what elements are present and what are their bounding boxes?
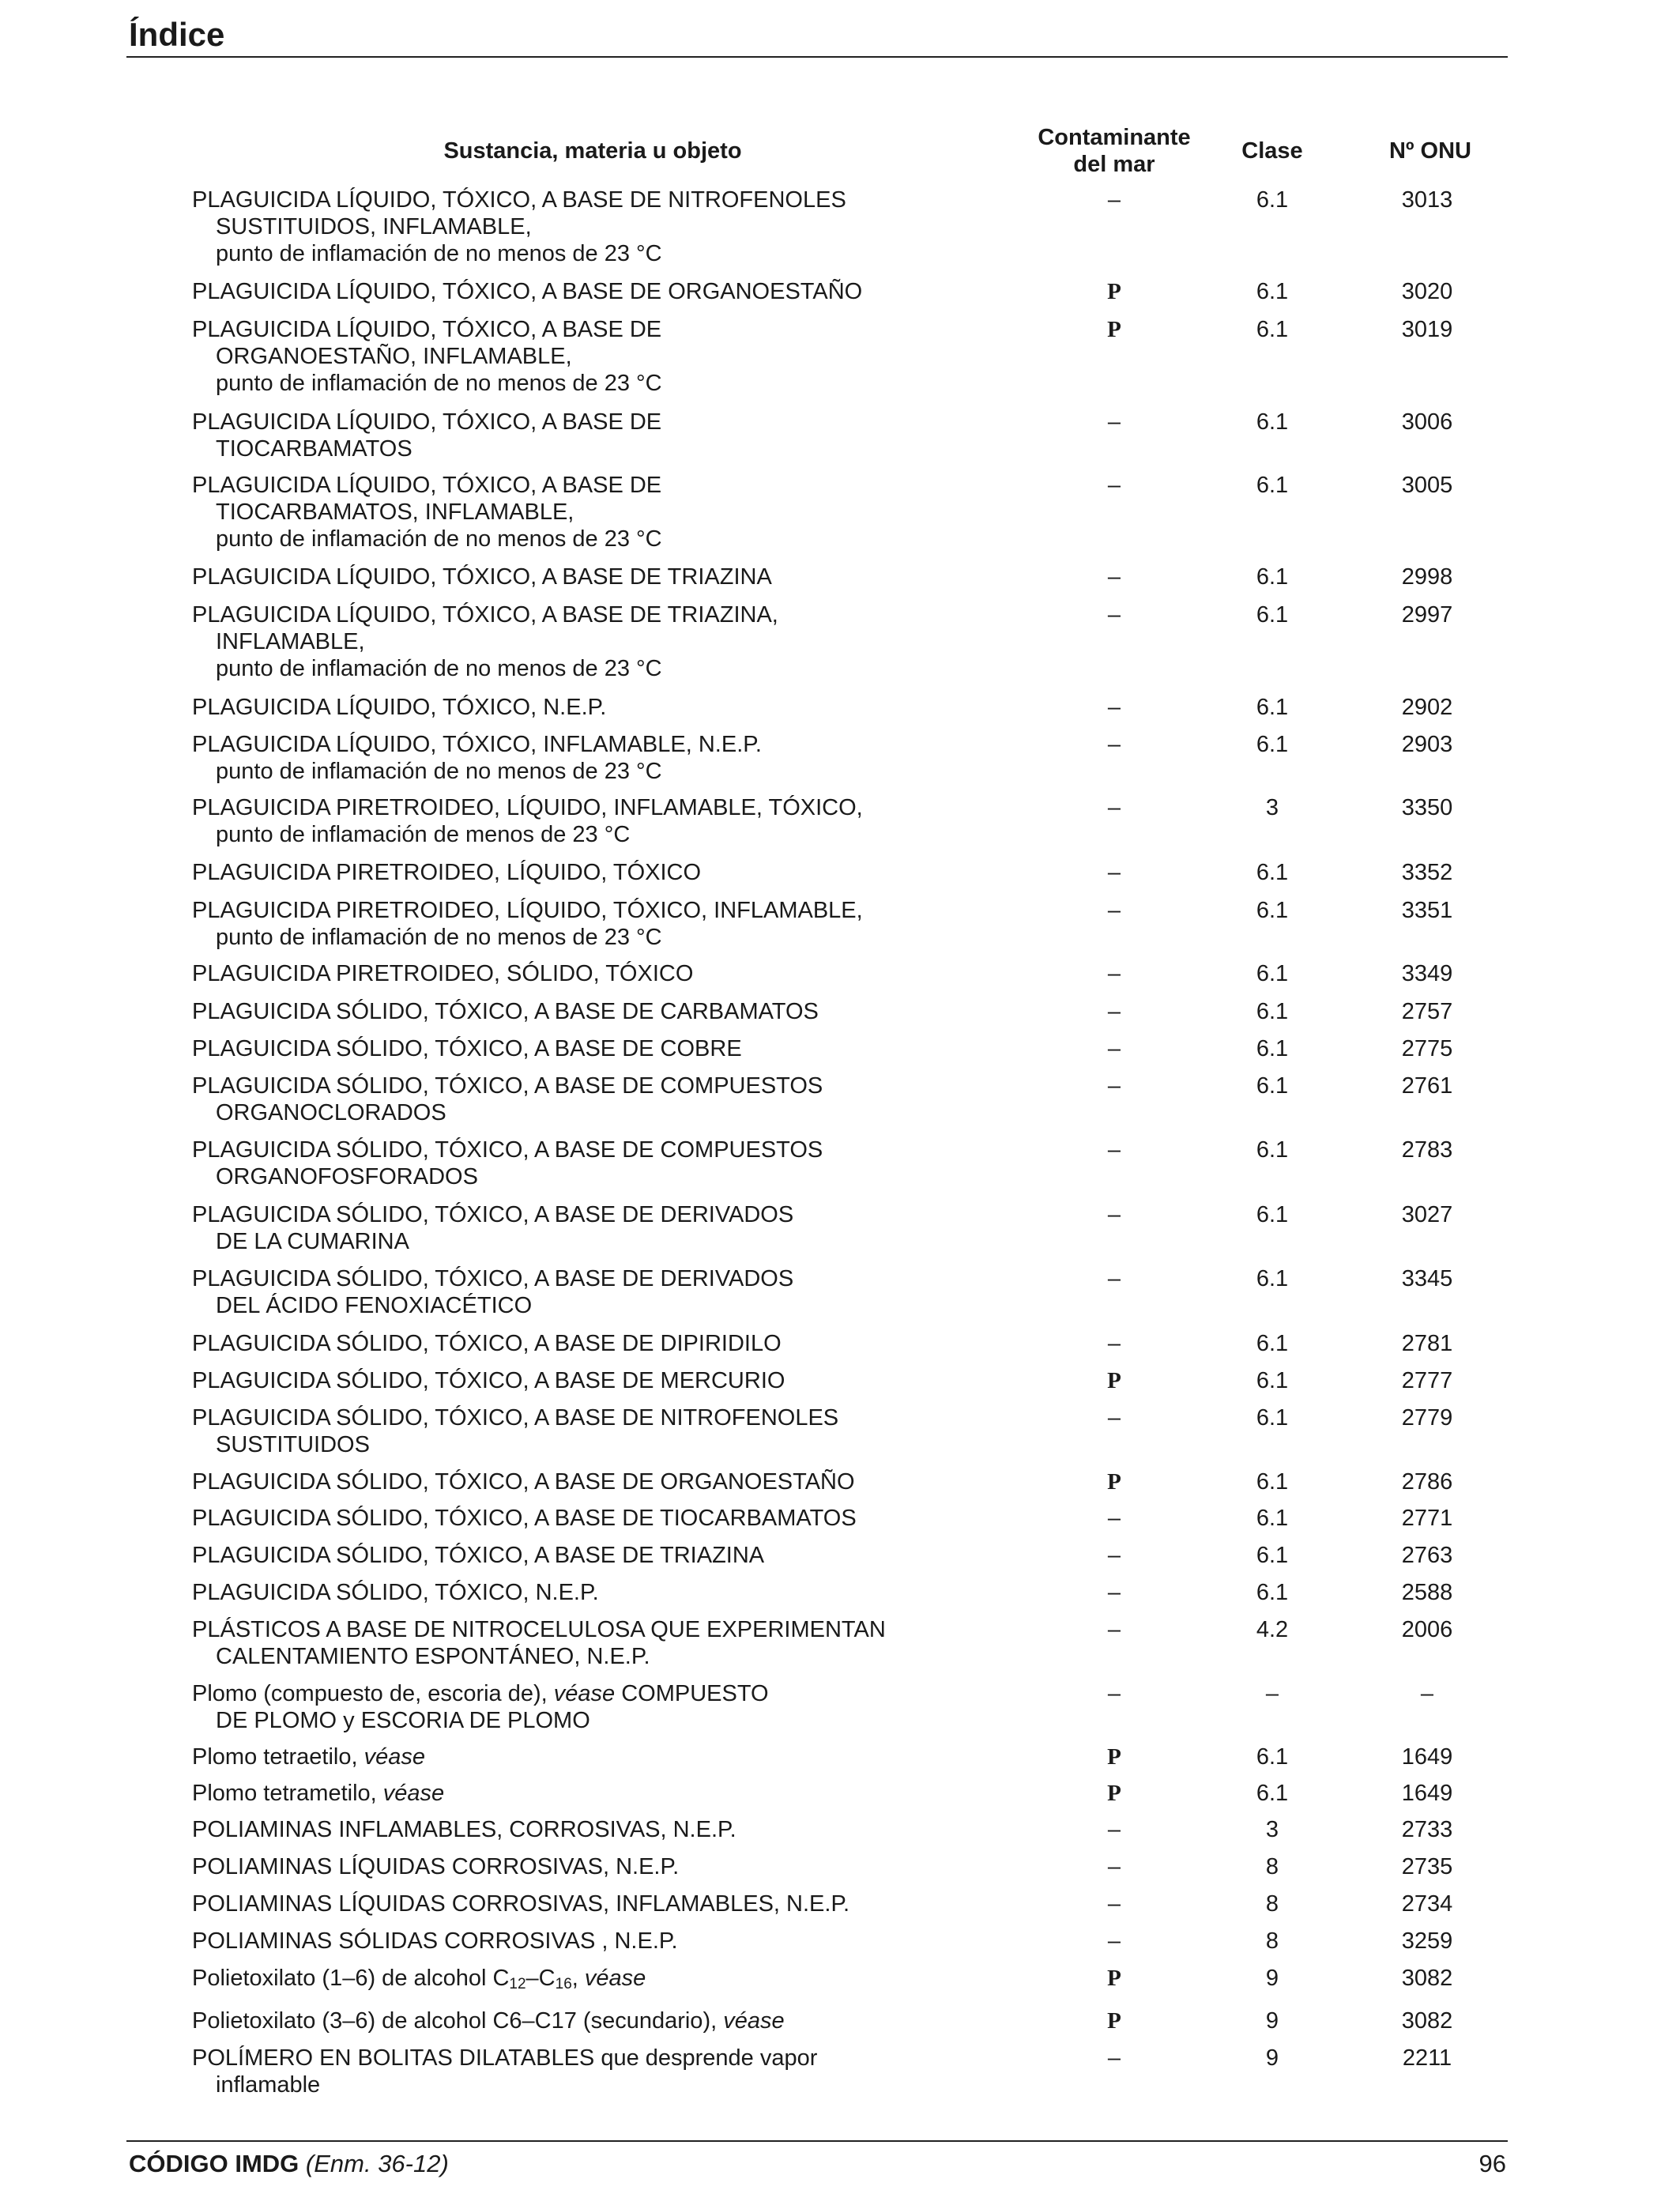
- substance-name: [192, 1404, 927, 1458]
- table-row: [0, 1680, 1680, 1734]
- marine-pollutant-cell: –: [1107, 564, 1121, 590]
- un-number-cell: 2771: [1401, 1506, 1453, 1531]
- marine-pollutant-cell: P: [1107, 317, 1121, 342]
- marine-pollutant-cell: –: [1107, 1266, 1121, 1291]
- substance-name-line: punto de inflamación de no menos de 23 °C: [216, 371, 662, 396]
- marine-pollutant-cell: P: [1107, 1966, 1121, 1991]
- class-cell: 6.1: [1256, 1744, 1289, 1770]
- un-number-cell: 2006: [1401, 1617, 1453, 1642]
- un-number-cell: 2588: [1401, 1580, 1453, 1605]
- class-cell: 9: [1265, 2045, 1279, 2071]
- un-number-cell: 2781: [1401, 1331, 1453, 1356]
- table-row: [0, 998, 1680, 1025]
- substance-name-line: PLAGUICIDA LÍQUIDO, TÓXICO, A BASE DE: [192, 409, 662, 435]
- substance-name-line: Plomo tetraetilo, véase: [192, 1744, 425, 1770]
- marine-pollutant-cell: –: [1107, 898, 1121, 923]
- substance-name-line: PLAGUICIDA SÓLIDO, TÓXICO, A BASE DE DERIVADOS: [192, 1266, 794, 1291]
- marine-pollutant-cell: –: [1107, 1891, 1121, 1917]
- table-row: [0, 1265, 1680, 1319]
- un-number-cell: 2786: [1401, 1469, 1453, 1495]
- class-cell: 6.1: [1256, 1469, 1289, 1495]
- un-number-cell: 2997: [1401, 602, 1453, 628]
- class-cell: 3: [1265, 1817, 1279, 1842]
- substance-name-line: DE LA CUMARINA: [216, 1229, 409, 1254]
- table-row: [0, 2007, 1680, 2034]
- class-cell: 6.1: [1256, 317, 1289, 342]
- substance-name: [192, 2007, 927, 2034]
- class-cell: 6.1: [1256, 1073, 1289, 1099]
- un-number-cell: 2902: [1401, 695, 1453, 720]
- un-number-cell: 3352: [1401, 860, 1453, 885]
- substance-name-line: punto de inflamación de no menos de 23 °C: [216, 656, 662, 681]
- column-header-un-number: Nº ONU: [1388, 138, 1472, 164]
- class-cell: 6.1: [1256, 1781, 1289, 1806]
- substance-name-line: inflamable: [216, 2072, 321, 2098]
- table-row: [0, 1367, 1680, 1394]
- substance-name: [192, 409, 927, 462]
- class-cell: 9: [1265, 1966, 1279, 1991]
- marine-pollutant-cell: –: [1107, 187, 1121, 213]
- substance-name-line: DEL ÁCIDO FENOXIACÉTICO: [216, 1293, 533, 1318]
- footer-divider: [126, 2140, 1508, 2142]
- un-number-cell: 3259: [1401, 1928, 1453, 1954]
- substance-name-line: ORGANOCLORADOS: [216, 1100, 446, 1125]
- class-cell: 6.1: [1256, 860, 1289, 885]
- class-cell: 8: [1265, 1854, 1279, 1879]
- marine-pollutant-cell: –: [1107, 1681, 1121, 1706]
- un-number-cell: 3027: [1401, 1202, 1453, 1227]
- substance-name-line: punto de inflamación de no menos de 23 °C: [216, 759, 662, 784]
- class-cell: 6.1: [1256, 898, 1289, 923]
- substance-name-line: PLAGUICIDA LÍQUIDO, TÓXICO, A BASE DE: [192, 473, 662, 498]
- substance-name-line: PLAGUICIDA SÓLIDO, TÓXICO, A BASE DE ORGANOESTAÑO: [192, 1469, 855, 1495]
- table-row: [0, 794, 1680, 848]
- marine-pollutant-cell: –: [1107, 1928, 1121, 1954]
- substance-name-line: PLAGUICIDA LÍQUIDO, TÓXICO, A BASE DE NITROFENOLES: [192, 187, 846, 213]
- table-row: [0, 1928, 1680, 1955]
- substance-name: [192, 1965, 927, 1998]
- substance-name-line: PLAGUICIDA SÓLIDO, TÓXICO, A BASE DE DERIVADOS: [192, 1202, 794, 1227]
- substance-name-line: Plomo (compuesto de, escoria de), véase COMPUESTO: [192, 1681, 769, 1706]
- un-number-cell: 3005: [1401, 473, 1453, 498]
- substance-name-line: PLAGUICIDA SÓLIDO, TÓXICO, A BASE DE CARBAMATOS: [192, 999, 819, 1024]
- marine-pollutant-cell: –: [1107, 1036, 1121, 1061]
- substance-name-line: Polietoxilato (1–6) de alcohol $C_{12}-C_{16}$, véase: [192, 1966, 646, 1992]
- table-row: [0, 564, 1680, 590]
- substance-name-line: punto de inflamación de menos de 23 °C: [216, 822, 631, 847]
- un-number-cell: 3351: [1401, 898, 1453, 923]
- table-row: [0, 1137, 1680, 1190]
- class-cell: 6.1: [1256, 1036, 1289, 1061]
- substance-name-line: ORGANOFOSFORADOS: [216, 1164, 478, 1189]
- substance-name-line: PLAGUICIDA SÓLIDO, TÓXICO, A BASE DE COMPUESTOS: [192, 1073, 823, 1099]
- substance-name-line: PLAGUICIDA LÍQUIDO, TÓXICO, N.E.P.: [192, 695, 607, 720]
- substance-name: [192, 1542, 927, 1569]
- class-cell: 6.1: [1256, 602, 1289, 628]
- marine-pollutant-cell: P: [1107, 2008, 1121, 2034]
- substance-name-line: SUSTITUIDOS, INFLAMABLE,: [216, 214, 532, 239]
- marine-pollutant-cell: –: [1107, 602, 1121, 628]
- class-cell: 6.1: [1256, 564, 1289, 590]
- marine-pollutant-cell: –: [1107, 1202, 1121, 1227]
- marine-pollutant-cell: –: [1107, 1137, 1121, 1163]
- column-header-substance: Sustancia, materia u objeto: [443, 138, 742, 164]
- substance-name: [192, 1928, 927, 1955]
- substance-name: [192, 794, 927, 848]
- table-row: [0, 278, 1680, 305]
- substance-name: [192, 1616, 927, 1670]
- marine-pollutant-cell: –: [1107, 1580, 1121, 1605]
- marine-pollutant-cell: –: [1107, 695, 1121, 720]
- index-table: [0, 187, 1680, 2098]
- class-cell: 3: [1265, 795, 1279, 820]
- class-cell: 6.1: [1256, 409, 1289, 435]
- substance-name: [192, 1201, 927, 1255]
- substance-name-line: Polietoxilato (3–6) de alcohol C6–C17 (secundario), véase: [192, 2008, 785, 2034]
- substance-name-line: PLÁSTICOS A BASE DE NITROCELULOSA QUE EXPERIMENTAN: [192, 1617, 886, 1642]
- marine-pollutant-cell: –: [1107, 1817, 1121, 1842]
- table-row: [0, 1201, 1680, 1255]
- substance-name: [192, 998, 927, 1025]
- substance-name-line: PLAGUICIDA SÓLIDO, TÓXICO, A BASE DE NITROFENOLES: [192, 1405, 839, 1431]
- marine-pollutant-cell: –: [1107, 1854, 1121, 1879]
- class-cell: –: [1265, 1681, 1279, 1706]
- substance-name-line: PLAGUICIDA LÍQUIDO, TÓXICO, A BASE DE: [192, 317, 662, 342]
- substance-name-line: PLAGUICIDA SÓLIDO, TÓXICO, A BASE DE MERCURIO: [192, 1368, 785, 1393]
- substance-name: [192, 316, 927, 397]
- substance-name: [192, 2045, 927, 2098]
- class-cell: 6.1: [1256, 1331, 1289, 1356]
- footer-code: [129, 2148, 449, 2180]
- un-number-cell: 1649: [1401, 1744, 1453, 1770]
- substance-name-line: PLAGUICIDA PIRETROIDEO, SÓLIDO, TÓXICO: [192, 961, 694, 986]
- un-number-cell: 2998: [1401, 564, 1453, 590]
- substance-name-line: PLAGUICIDA LÍQUIDO, TÓXICO, A BASE DE TRIAZINA,: [192, 602, 778, 628]
- table-row: [0, 1780, 1680, 1807]
- column-header-class: Clase: [1241, 138, 1303, 164]
- class-cell: 6.1: [1256, 1266, 1289, 1291]
- substance-name-line: PLAGUICIDA SÓLIDO, TÓXICO, A BASE DE DIPIRIDILO: [192, 1331, 782, 1356]
- class-cell: 8: [1265, 1891, 1279, 1917]
- substance-name-line: CALENTAMIENTO ESPONTÁNEO, N.E.P.: [216, 1644, 650, 1669]
- substance-name: [192, 1468, 927, 1495]
- substance-name-line: POLIAMINAS LÍQUIDAS CORROSIVAS, INFLAMABLES, N.E.P.: [192, 1891, 850, 1917]
- class-cell: 6.1: [1256, 1405, 1289, 1431]
- substance-name: [192, 859, 927, 886]
- substance-name: [192, 897, 927, 951]
- substance-name: [192, 1744, 927, 1770]
- substance-name-line: PLAGUICIDA SÓLIDO, TÓXICO, N.E.P.: [192, 1580, 599, 1605]
- substance-name: [192, 564, 927, 590]
- table-row: [0, 1853, 1680, 1880]
- substance-name-line: PLAGUICIDA SÓLIDO, TÓXICO, A BASE DE COMPUESTOS: [192, 1137, 823, 1163]
- class-cell: 9: [1265, 2008, 1279, 2034]
- un-number-cell: 2777: [1401, 1368, 1453, 1393]
- substance-name: [192, 1137, 927, 1190]
- class-cell: 6.1: [1256, 695, 1289, 720]
- un-number-cell: 2211: [1402, 2045, 1452, 2071]
- table-row: [0, 472, 1680, 552]
- substance-name-line: punto de inflamación de no menos de 23 °C: [216, 925, 662, 950]
- substance-name-line: PLAGUICIDA PIRETROIDEO, LÍQUIDO, TÓXICO, INFLAMABLE,: [192, 898, 863, 923]
- marine-pollutant-cell: –: [1107, 1331, 1121, 1356]
- un-number-cell: 1649: [1401, 1781, 1453, 1806]
- substance-name: [192, 1505, 927, 1532]
- substance-name-line: DE PLOMO y ESCORIA DE PLOMO: [216, 1708, 590, 1733]
- substance-name: [192, 1265, 927, 1319]
- table-row: [0, 1468, 1680, 1495]
- un-number-cell: 3006: [1401, 409, 1453, 435]
- class-cell: 6.1: [1256, 999, 1289, 1024]
- table-row: [0, 897, 1680, 951]
- class-cell: 6.1: [1256, 1368, 1289, 1393]
- class-cell: 6.1: [1256, 1506, 1289, 1531]
- footer-code-title: CÓDIGO IMDG: [129, 2150, 299, 2177]
- un-number-cell: 2903: [1401, 732, 1453, 757]
- class-cell: 4.2: [1256, 1617, 1289, 1642]
- un-number-cell: 3082: [1401, 1966, 1453, 1991]
- marine-pollutant-cell: –: [1107, 1073, 1121, 1099]
- substance-name-line: PLAGUICIDA SÓLIDO, TÓXICO, A BASE DE TIOCARBAMATOS: [192, 1506, 857, 1531]
- substance-name: [192, 1072, 927, 1126]
- marine-pollutant-cell: –: [1107, 860, 1121, 885]
- substance-name: [192, 278, 927, 305]
- table-row: [0, 859, 1680, 886]
- table-row: [0, 1616, 1680, 1670]
- un-number-cell: 2757: [1401, 999, 1453, 1024]
- un-number-cell: 3019: [1401, 317, 1453, 342]
- substance-name-line: PLAGUICIDA SÓLIDO, TÓXICO, A BASE DE TRIAZINA: [192, 1543, 765, 1568]
- table-row: [0, 187, 1680, 267]
- substance-name-line: punto de inflamación de no menos de 23 °C: [216, 241, 662, 266]
- class-cell: 6.1: [1256, 279, 1289, 304]
- marine-pollutant-cell: –: [1107, 795, 1121, 820]
- substance-name-line: PLAGUICIDA LÍQUIDO, TÓXICO, A BASE DE TRIAZINA: [192, 564, 772, 590]
- table-row: [0, 2045, 1680, 2098]
- un-number-cell: 3345: [1401, 1266, 1453, 1291]
- substance-name: [192, 694, 927, 721]
- substance-name-line: POLÍMERO EN BOLITAS DILATABLES que desprende vapor: [192, 2045, 818, 2071]
- substance-name-line: SUSTITUIDOS: [216, 1432, 370, 1457]
- table-row: [0, 1404, 1680, 1458]
- class-cell: 6.1: [1256, 1137, 1289, 1163]
- footer-edition: (Enm. 36-12): [305, 2150, 449, 2177]
- marine-pollutant-cell: P: [1107, 279, 1121, 304]
- substance-name: [192, 472, 927, 552]
- un-number-cell: 2783: [1401, 1137, 1453, 1163]
- marine-pollutant-cell: –: [1107, 999, 1121, 1024]
- class-cell: 6.1: [1256, 1202, 1289, 1227]
- column-header-marine-pollutant-line1: Contaminante: [1038, 125, 1191, 150]
- marine-pollutant-cell: –: [1107, 2045, 1121, 2071]
- table-row: [0, 1072, 1680, 1126]
- substance-name: [192, 1891, 927, 1917]
- marine-pollutant-cell: –: [1107, 473, 1121, 498]
- class-cell: 6.1: [1256, 961, 1289, 986]
- table-row: [0, 1965, 1680, 1998]
- un-number-cell: 2779: [1401, 1405, 1453, 1431]
- marine-pollutant-cell: P: [1107, 1368, 1121, 1393]
- un-number-cell: 3349: [1401, 961, 1453, 986]
- table-row: [0, 1891, 1680, 1917]
- class-cell: 6.1: [1256, 1543, 1289, 1568]
- un-number-cell: 2734: [1401, 1891, 1453, 1917]
- substance-name-line: PLAGUICIDA LÍQUIDO, TÓXICO, INFLAMABLE, N.E.P.: [192, 732, 762, 757]
- table-row: [0, 1035, 1680, 1062]
- substance-name-line: PLAGUICIDA PIRETROIDEO, LÍQUIDO, TÓXICO: [192, 860, 702, 885]
- substance-name-line: TIOCARBAMATOS, INFLAMABLE,: [216, 499, 574, 525]
- class-cell: 6.1: [1256, 1580, 1289, 1605]
- table-row: [0, 1579, 1680, 1606]
- page-title: Índice: [129, 16, 225, 53]
- un-number-cell: 2763: [1401, 1543, 1453, 1568]
- un-number-cell: –: [1420, 1681, 1434, 1706]
- table-row: [0, 1816, 1680, 1843]
- substance-name: [192, 1579, 927, 1606]
- substance-name: [192, 1780, 927, 1807]
- table-row: [0, 960, 1680, 987]
- substance-name-line: POLIAMINAS INFLAMABLES, CORROSIVAS, N.E.P.: [192, 1817, 736, 1842]
- substance-name: [192, 1853, 927, 1880]
- substance-name-line: POLIAMINAS LÍQUIDAS CORROSIVAS, N.E.P.: [192, 1854, 680, 1879]
- substance-name: [192, 1330, 927, 1357]
- un-number-cell: 2775: [1401, 1036, 1453, 1061]
- substance-name: [192, 960, 927, 987]
- marine-pollutant-cell: –: [1107, 961, 1121, 986]
- table-row: [0, 1542, 1680, 1569]
- table-row: [0, 694, 1680, 721]
- table-row: [0, 1744, 1680, 1770]
- header-divider: [126, 56, 1508, 58]
- column-header-marine-pollutant-line2: del mar: [1073, 152, 1155, 177]
- marine-pollutant-cell: –: [1107, 409, 1121, 435]
- substance-name: [192, 1816, 927, 1843]
- un-number-cell: 3020: [1401, 279, 1453, 304]
- marine-pollutant-cell: –: [1107, 732, 1121, 757]
- class-cell: 6.1: [1256, 473, 1289, 498]
- marine-pollutant-cell: P: [1107, 1469, 1121, 1495]
- table-row: [0, 409, 1680, 462]
- substance-name-line: POLIAMINAS SÓLIDAS CORROSIVAS , N.E.P.: [192, 1928, 678, 1954]
- substance-name-line: Plomo tetrametilo, véase: [192, 1781, 445, 1806]
- substance-name-line: TIOCARBAMATOS: [216, 436, 412, 462]
- table-row: [0, 601, 1680, 682]
- un-number-cell: 2735: [1401, 1854, 1453, 1879]
- class-cell: 8: [1265, 1928, 1279, 1954]
- substance-name: [192, 1367, 927, 1394]
- marine-pollutant-cell: P: [1107, 1744, 1121, 1770]
- marine-pollutant-cell: –: [1107, 1506, 1121, 1531]
- substance-name-line: INFLAMABLE,: [216, 629, 365, 654]
- substance-name: [192, 187, 927, 267]
- substance-name: [192, 601, 927, 682]
- substance-name: [192, 1035, 927, 1062]
- page-number: 96: [1478, 2150, 1506, 2177]
- table-row: [0, 731, 1680, 785]
- un-number-cell: 3013: [1401, 187, 1453, 213]
- substance-name: [192, 731, 927, 785]
- un-number-cell: 3350: [1401, 795, 1453, 820]
- class-cell: 6.1: [1256, 187, 1289, 213]
- marine-pollutant-cell: –: [1107, 1405, 1121, 1431]
- substance-name-line: punto de inflamación de no menos de 23 °C: [216, 526, 662, 552]
- marine-pollutant-cell: P: [1107, 1781, 1121, 1806]
- un-number-cell: 2761: [1401, 1073, 1453, 1099]
- un-number-cell: 3082: [1401, 2008, 1453, 2034]
- table-row: [0, 316, 1680, 397]
- table-row: [0, 1330, 1680, 1357]
- un-number-cell: 2733: [1401, 1817, 1453, 1842]
- substance-name-line: PLAGUICIDA LÍQUIDO, TÓXICO, A BASE DE ORGANOESTAÑO: [192, 279, 863, 304]
- substance-name-line: PLAGUICIDA SÓLIDO, TÓXICO, A BASE DE COBRE: [192, 1036, 742, 1061]
- class-cell: 6.1: [1256, 732, 1289, 757]
- table-row: [0, 1505, 1680, 1532]
- substance-name: [192, 1680, 927, 1734]
- substance-name-line: ORGANOESTAÑO, INFLAMABLE,: [216, 344, 572, 369]
- marine-pollutant-cell: –: [1107, 1617, 1121, 1642]
- marine-pollutant-cell: –: [1107, 1543, 1121, 1568]
- substance-name-line: PLAGUICIDA PIRETROIDEO, LÍQUIDO, INFLAMABLE, TÓXICO,: [192, 795, 863, 820]
